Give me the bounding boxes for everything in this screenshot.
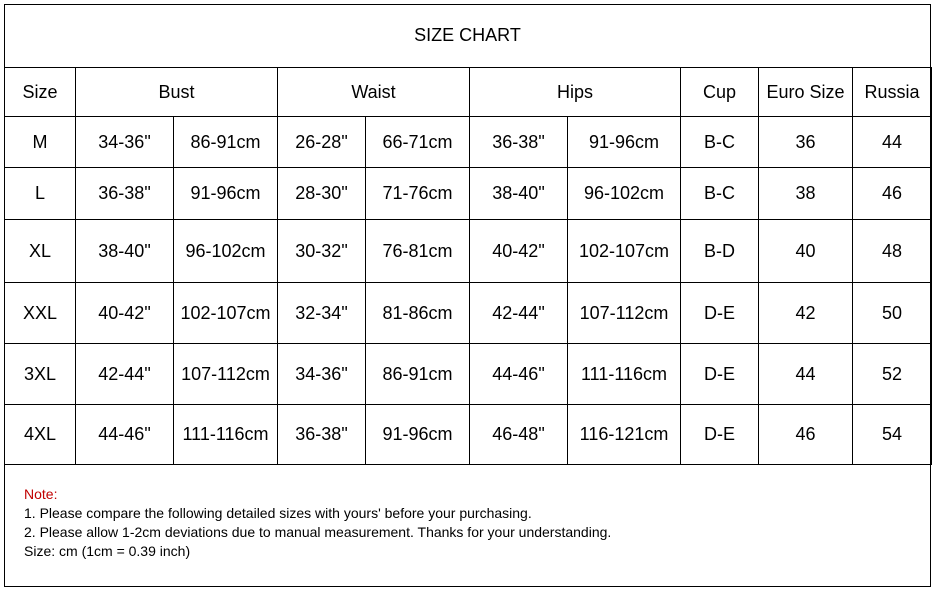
cell-russia: 44: [853, 117, 932, 168]
cell-hips-inch: 40-42": [470, 220, 568, 283]
header-waist: Waist: [278, 68, 470, 117]
cell-bust-inch: 36-38": [76, 168, 174, 220]
cell-bust-cm: 91-96cm: [174, 168, 278, 220]
cell-hips-inch: 42-44": [470, 283, 568, 344]
note-label: Note:: [24, 486, 58, 502]
cell-bust-inch: 34-36": [76, 117, 174, 168]
cell-bust-inch: 44-46": [76, 405, 174, 465]
cell-size: 4XL: [5, 405, 76, 465]
cell-hips-cm: 107-112cm: [568, 283, 681, 344]
cell-waist-inch: 34-36": [278, 344, 366, 405]
note-line-1: 1. Please compare the following detailed sizes with yours' before your purchasing.: [24, 505, 532, 521]
cell-hips-cm: 96-102cm: [568, 168, 681, 220]
header-hips: Hips: [470, 68, 681, 117]
cell-bust-inch: 38-40": [76, 220, 174, 283]
table-row: [5, 283, 932, 344]
table-row: [5, 168, 932, 220]
cell-hips-cm: 102-107cm: [568, 220, 681, 283]
cell-bust-inch: 40-42": [76, 283, 174, 344]
cell-bust-cm: 107-112cm: [174, 344, 278, 405]
cell-hips-inch: 36-38": [470, 117, 568, 168]
cell-waist-cm: 91-96cm: [366, 405, 470, 465]
cell-euro-size: 40: [759, 220, 853, 283]
cell-waist-cm: 71-76cm: [366, 168, 470, 220]
cell-bust-inch: 42-44": [76, 344, 174, 405]
note-line-3: Size: cm (1cm = 0.39 inch): [24, 543, 191, 559]
cell-bust-cm: 102-107cm: [174, 283, 278, 344]
header-row: [5, 68, 932, 117]
header-size: Size: [5, 68, 76, 117]
cell-russia: 54: [853, 405, 932, 465]
cell-size: L: [5, 168, 76, 220]
cell-hips-inch: 46-48": [470, 405, 568, 465]
cell-waist-cm: 76-81cm: [366, 220, 470, 283]
cell-cup: B-D: [681, 220, 759, 283]
cell-waist-inch: 36-38": [278, 405, 366, 465]
cell-waist-inch: 32-34": [278, 283, 366, 344]
header-euro-size: Euro Size: [759, 68, 853, 117]
cell-cup: B-C: [681, 168, 759, 220]
cell-waist-inch: 28-30": [278, 168, 366, 220]
cell-euro-size: 38: [759, 168, 853, 220]
table-row: [5, 344, 932, 405]
cell-cup: D-E: [681, 405, 759, 465]
table-row: [5, 220, 932, 283]
cell-cup: D-E: [681, 283, 759, 344]
table-row: [5, 405, 932, 465]
cell-waist-cm: 86-91cm: [366, 344, 470, 405]
cell-waist-inch: 26-28": [278, 117, 366, 168]
note-line-2: 2. Please allow 1-2cm deviations due to manual measurement. Thanks for your understanding.: [24, 524, 612, 540]
cell-bust-cm: 96-102cm: [174, 220, 278, 283]
header-cup: Cup: [681, 68, 759, 117]
notes-block: [24, 485, 611, 561]
cell-hips-cm: 91-96cm: [568, 117, 681, 168]
cell-bust-cm: 111-116cm: [174, 405, 278, 465]
cell-cup: B-C: [681, 117, 759, 168]
cell-size: XL: [5, 220, 76, 283]
chart-title: SIZE CHART: [4, 4, 931, 68]
cell-size: 3XL: [5, 344, 76, 405]
cell-euro-size: 46: [759, 405, 853, 465]
cell-cup: D-E: [681, 344, 759, 405]
cell-hips-cm: 116-121cm: [568, 405, 681, 465]
cell-size: M: [5, 117, 76, 168]
cell-hips-cm: 111-116cm: [568, 344, 681, 405]
cell-russia: 46: [853, 168, 932, 220]
cell-euro-size: 36: [759, 117, 853, 168]
table-row: [5, 117, 932, 168]
cell-euro-size: 44: [759, 344, 853, 405]
cell-bust-cm: 86-91cm: [174, 117, 278, 168]
cell-russia: 48: [853, 220, 932, 283]
size-table: [4, 67, 932, 465]
header-bust: Bust: [76, 68, 278, 117]
cell-size: XXL: [5, 283, 76, 344]
cell-hips-inch: 38-40": [470, 168, 568, 220]
cell-waist-inch: 30-32": [278, 220, 366, 283]
cell-euro-size: 42: [759, 283, 853, 344]
cell-hips-inch: 44-46": [470, 344, 568, 405]
cell-waist-cm: 66-71cm: [366, 117, 470, 168]
header-russia: Russia: [853, 68, 932, 117]
cell-russia: 52: [853, 344, 932, 405]
cell-russia: 50: [853, 283, 932, 344]
cell-waist-cm: 81-86cm: [366, 283, 470, 344]
